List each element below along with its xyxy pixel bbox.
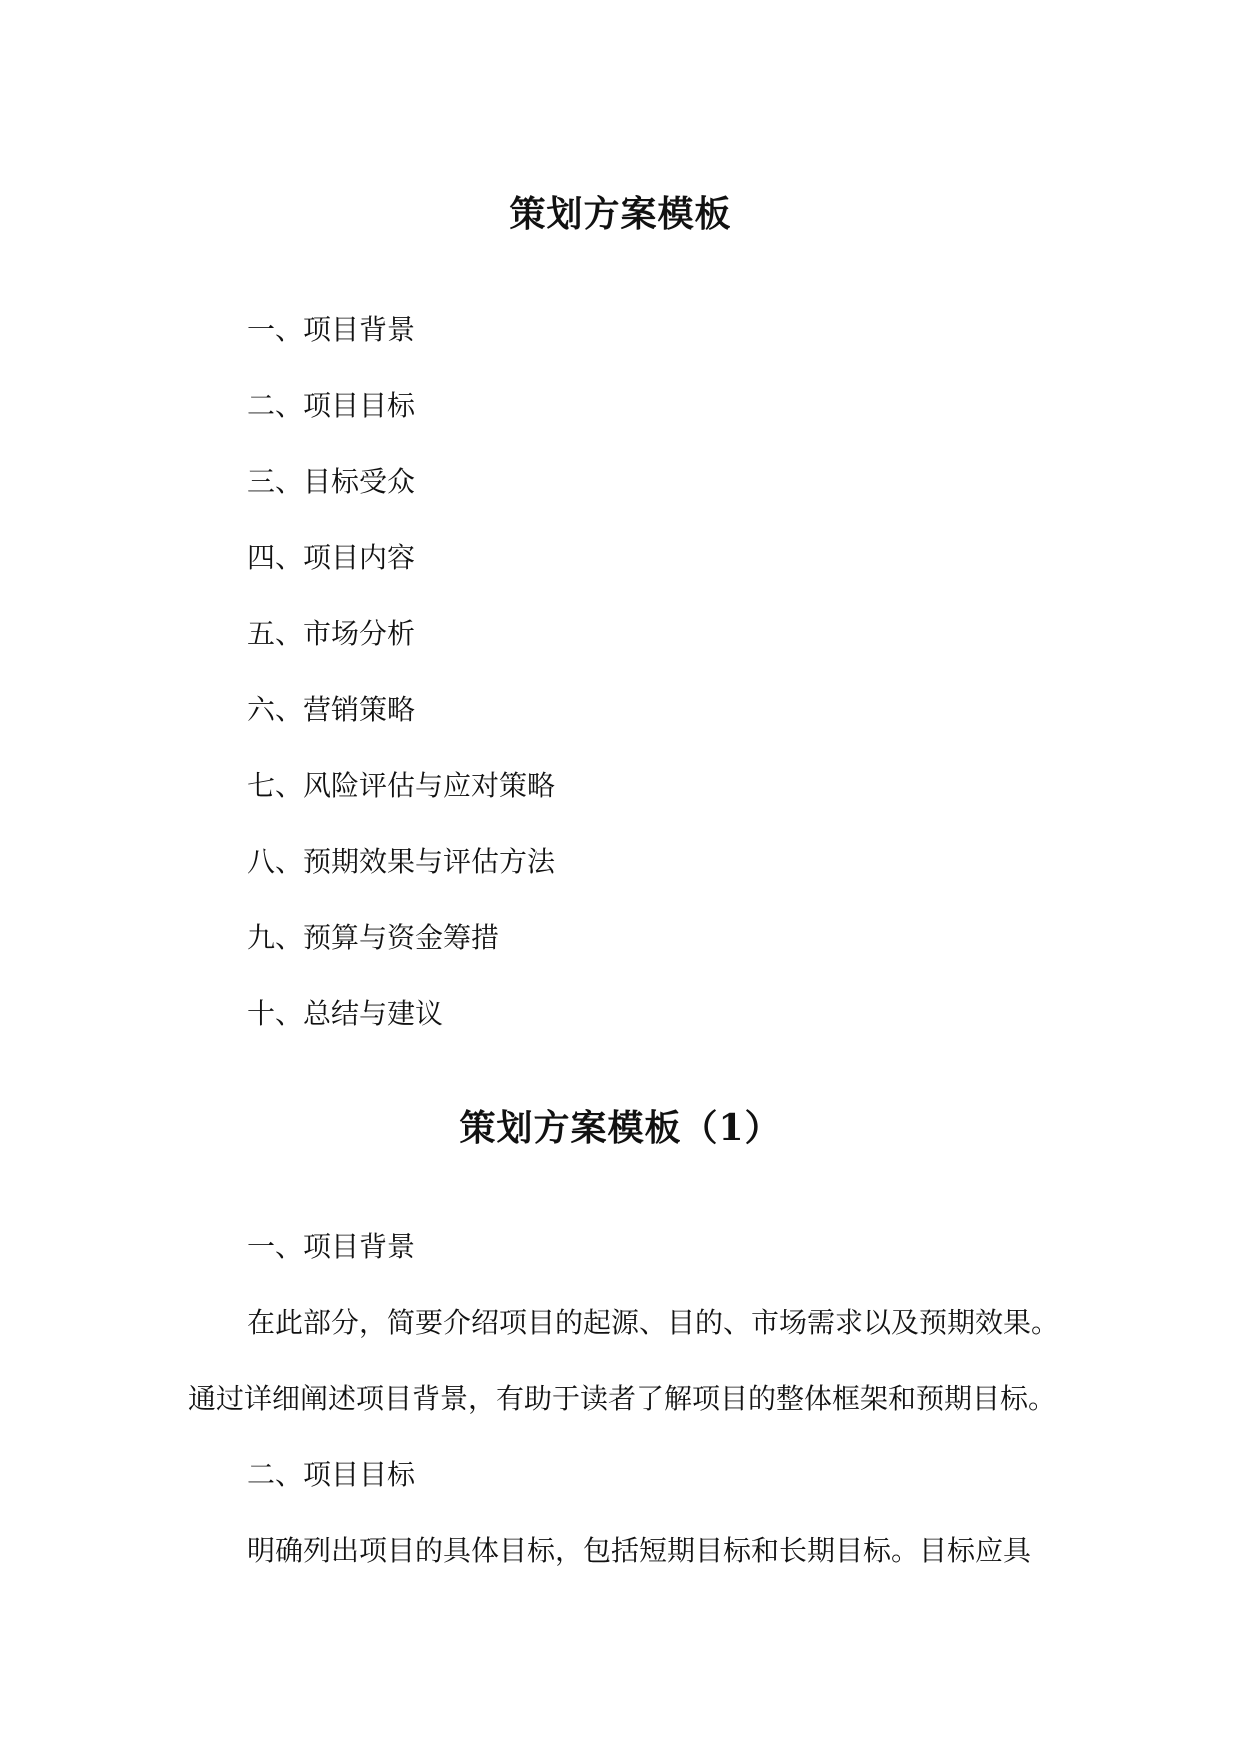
section-title: 策划方案模板（1） <box>459 1107 782 1149</box>
section-heading-background: 一、项目背景 <box>247 1230 416 1263</box>
toc-item: 三、目标受众 <box>247 465 416 498</box>
toc-item: 二、项目目标 <box>247 389 416 422</box>
paragraph-line: 通过详细阐述项目背景，有助于读者了解项目的整体框架和预期目标。 <box>188 1382 1057 1415</box>
paragraph-line: 明确列出项目的具体目标，包括短期目标和长期目标。目标应具 <box>247 1534 1032 1567</box>
table-of-contents <box>247 310 555 1070</box>
toc-item: 九、预算与资金筹措 <box>247 921 500 954</box>
toc-item: 八、预期效果与评估方法 <box>247 845 556 878</box>
document-title: 策划方案模板 <box>509 193 732 235</box>
toc-item: 六、营销策略 <box>247 693 416 726</box>
toc-item: 五、市场分析 <box>247 617 416 650</box>
toc-item: 十、总结与建议 <box>247 997 444 1030</box>
paragraph-line: 在此部分，简要介绍项目的起源、目的、市场需求以及预期效果。 <box>247 1306 1060 1339</box>
toc-item: 四、项目内容 <box>247 541 416 574</box>
section-heading-goals: 二、项目目标 <box>247 1458 416 1491</box>
toc-item: 七、风险评估与应对策略 <box>247 769 556 802</box>
toc-item: 一、项目背景 <box>247 313 416 346</box>
